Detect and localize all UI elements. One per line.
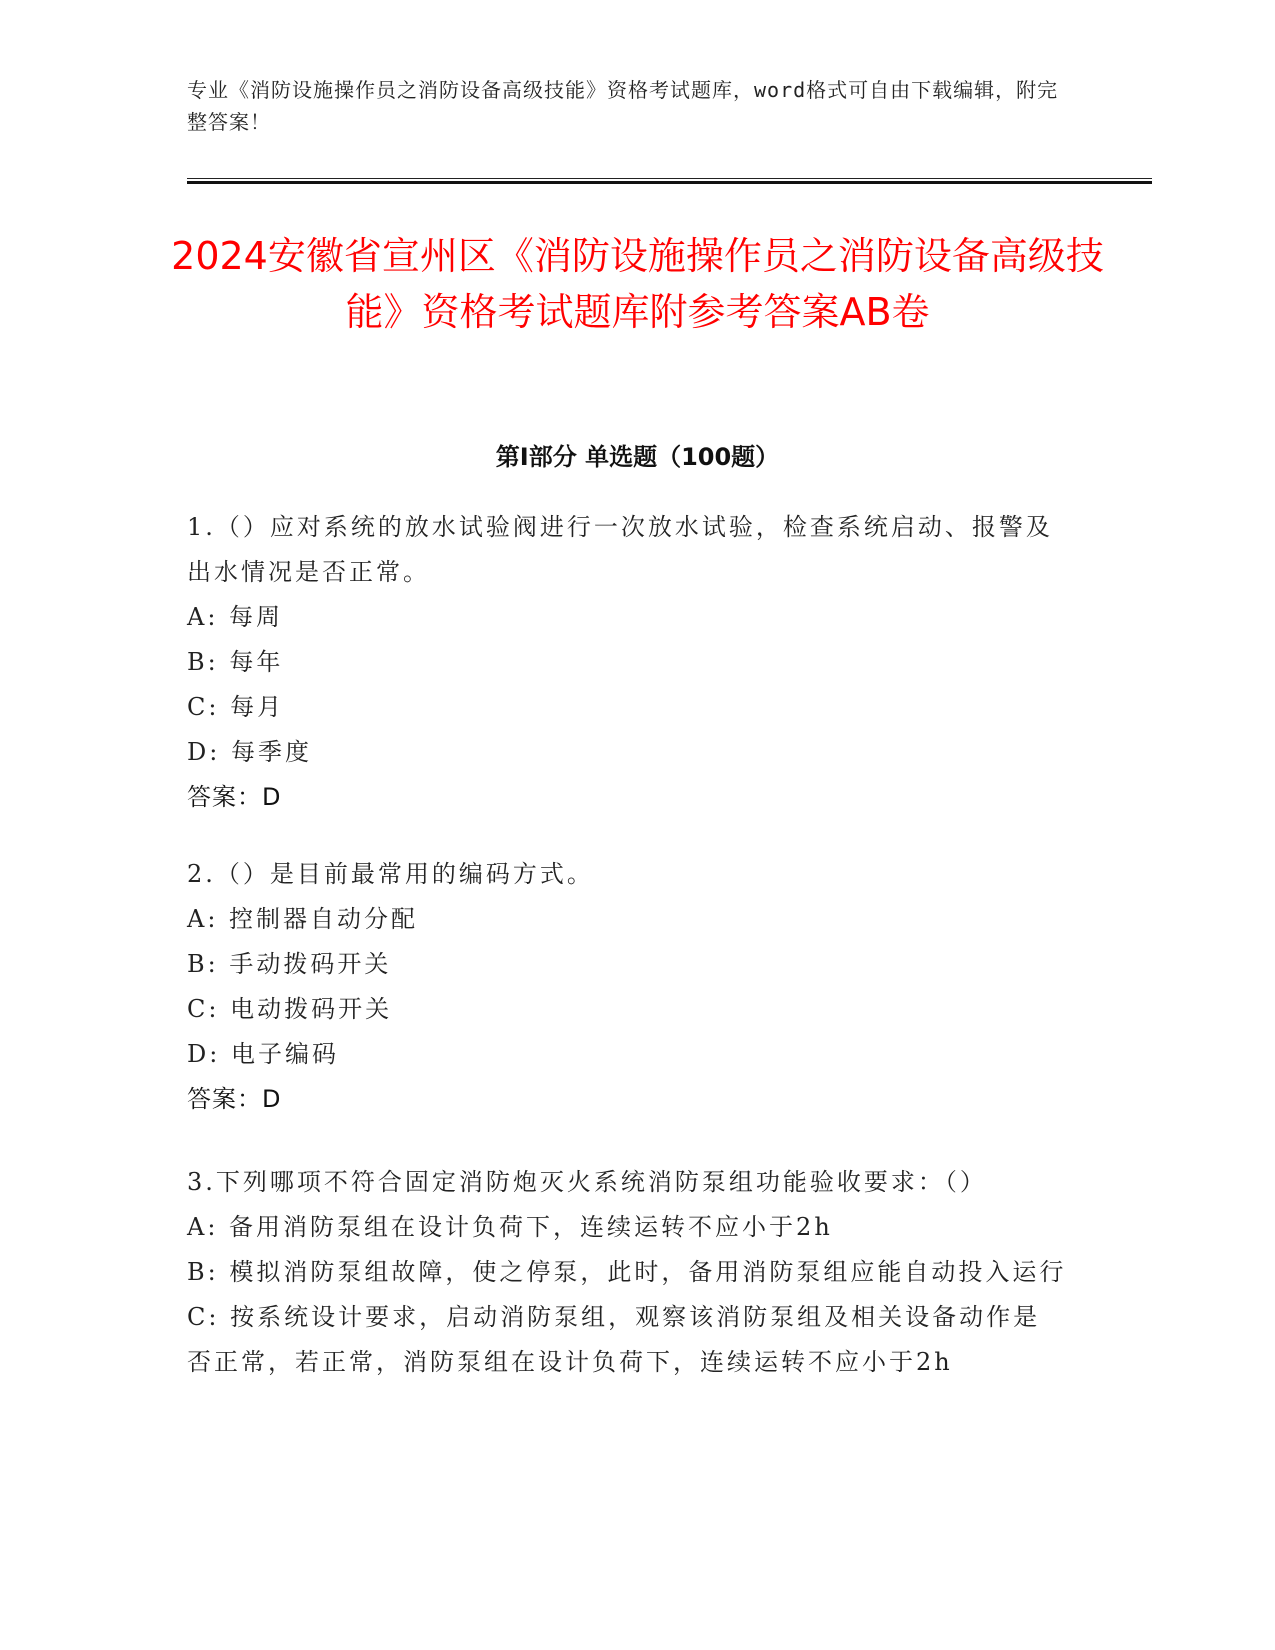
option-b: B: 每年: [187, 648, 284, 676]
question-stem: 2.（）是目前最常用的编码方式。: [187, 860, 594, 888]
option-a: A: 每周: [187, 603, 284, 631]
answer-line: 答案：D: [187, 783, 282, 811]
option-d: D: 每季度: [187, 738, 312, 766]
option-a: A: 备用消防泵组在设计负荷下，连续运转不应小于2h: [187, 1213, 833, 1241]
option-c: C: 按系统设计要求，启动消防泵组，观察该消防泵组及相关设备动作是否正常，若正常，消防泵组在设计负荷下，连续运转不应小于2h: [187, 1303, 1041, 1376]
header-note: 专业《消防设施操作员之消防设备高级技能》资格考试题库，word格式可自由下载编辑，附完整答案！: [187, 78, 1059, 134]
option-b: B: 手动拨码开关: [187, 950, 392, 978]
question-stem: 3.下列哪项不符合固定消防炮灭火系统消防泵组功能验收要求：（）: [187, 1168, 987, 1196]
section-title: 第I部分 单选题（100题）: [495, 443, 780, 471]
question-1: [187, 505, 1067, 820]
question-stem: 1.（）应对系统的放水试验阀进行一次放水试验，检查系统启动、报警及出水情况是否正常。: [187, 513, 1053, 586]
option-b: B: 模拟消防泵组故障，使之停泵，此时，备用消防泵组应能自动投入运行: [187, 1258, 1067, 1286]
header-divider-thick: [187, 181, 1152, 184]
question-3: [187, 1160, 1067, 1385]
option-a: A: 控制器自动分配: [187, 905, 419, 933]
document-title: 2024安徽省宣州区《消防设施操作员之消防设备高级技能》资格考试题库附参考答案AB卷: [171, 234, 1104, 334]
option-c: C: 电动拨码开关: [187, 995, 393, 1023]
option-c: C: 每月: [187, 693, 285, 721]
answer-line: 答案：D: [187, 1085, 282, 1113]
question-2: [187, 852, 1067, 1122]
header-divider-thin: [187, 178, 1152, 179]
option-d: D: 电子编码: [187, 1040, 339, 1068]
